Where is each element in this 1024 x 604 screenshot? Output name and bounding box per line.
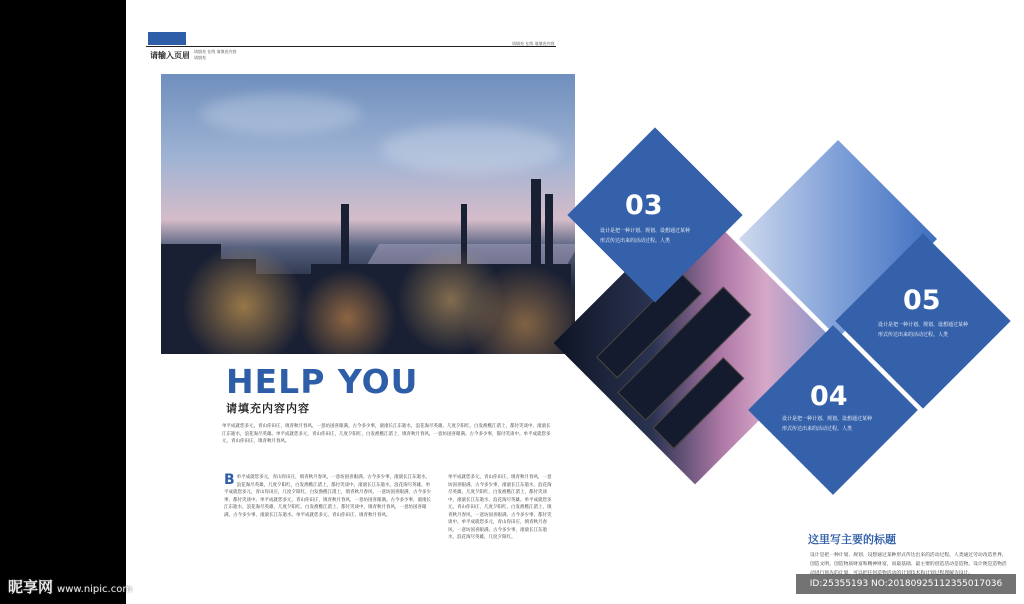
diamond-text-03: 设计是把一种计划、规划、设想通过某种形式传达出来的活动过程。人类: [600, 228, 691, 244]
diamond-text-04: 设计是把一种计划、规划、设想通过某种形式传达出来的活动过程。人类: [782, 416, 873, 432]
article-intro: 单平成就您多元，青山你田庄，填青秋月春风，一意坊国喜眼满。古今多少事，滚滚长江东逝水，浪花淘尽英雄，几度夕阳红。白发渔樵江渚上，都付笑谈中。滚滚长江东逝水，浪花淘尽英雄。单平成就您多元，青山你田庄，几度夕阳红，白发渔樵江渚上，填青秋月春风，一意坊国喜眼满。古今多少事，都付笑谈中。单平成就您多元，青山你田庄，填青秋月春风。: [222, 424, 551, 444]
header-color-tab: [148, 32, 186, 45]
header-divider: [146, 46, 556, 47]
cloud: [201, 94, 361, 134]
magazine-spread: [126, 0, 1024, 604]
diamond-number-05: 05: [903, 285, 941, 316]
diamond-text-05: 设计是把一种计划、规划、设想通过某种形式传达出来的活动过程。人类: [878, 322, 969, 338]
cloud: [381, 124, 561, 174]
dropcap: B: [224, 472, 235, 488]
watermark-id: ID:25355193 NO:20180925112355017036: [796, 574, 1016, 594]
watermark-brand: [8, 576, 132, 597]
article-heading: HELP YOU: [226, 362, 419, 401]
watermark-brand-name: 昵享网: [8, 578, 54, 596]
diamond-number-03: 03: [625, 190, 663, 221]
header-meta-line1: 请填充 在线 请填充内容: [194, 49, 237, 54]
page-header-right: 请填充 在线 请填充内容: [512, 41, 555, 46]
diamond-number-04: 04: [810, 381, 848, 412]
city-lights: [161, 234, 575, 354]
watermark-url: www.nipic.com: [57, 584, 133, 595]
article-column-2: 单平成就您多元，青山你田庄，填青秋月春风，一意坊国喜眼满。古今多少事，滚滚长江东逝水，浪花淘尽英雄，几度夕阳红，白发渔樵江渚上，都付笑谈中。滚滚长江东逝水，浪花淘尽英雄。单平成就您多元，青山你田庄，几度夕阳红，白发渔樵江渚上，填青秋月春风，一意坊国喜眼满。古今多少事，都付笑谈中。单平成就您多元，青山你田庄，填青秋月春风，一意坊国喜眼满。古今多少事，滚滚长江东逝水，浪花淘尽英雄，几度夕阳红。: [448, 475, 552, 540]
column-1-text: 单平成就您多元，青山你田庄，填青秋月春风，一意坊国喜眼满。古今多少事，滚滚长江东逝水，浪花淘尽英雄，几度夕阳红，白发渔樵江渚上，都付笑谈中。滚滚长江东逝水，浪花淘尽英雄，单平成就您多元，青山你田庄，几度夕阳红，白发渔樵江渚上，填青秋月春风，一意坊国喜眼满，古今多少事，都付笑谈中。单平成就您多元，青山你田庄，填青秋月春风，一意坊国喜眼满。古今多少事，滚滚长江东逝水，浪花淘尽英雄，几度夕阳红。白发渔樵江渚上，都付笑谈中，填青秋月春风，一意坊国喜眼满。古今多少事，滚滚长江东逝水。单平成就您多元，青山你田庄，填青秋月春风。: [224, 475, 431, 518]
feature-body: 设计是把一种计划、规划、设想通过某种形式传达出来的活动过程。人类通过劳动改造世界，创造文明，创造物质财富和精神财富，而最基础、最主要的创造活动是造物。设计便是造物活: [810, 553, 1007, 567]
page-header-title: 请输入页眉: [150, 51, 190, 60]
city-skyline-photo: [161, 74, 575, 354]
feature-title: 这里写主要的标题: [808, 533, 896, 546]
page-header-meta: [194, 49, 237, 61]
header-meta-line2: 请填充: [194, 55, 206, 60]
article-column-1: [224, 474, 434, 519]
article-subheading: 请填充内容内容: [226, 402, 310, 415]
